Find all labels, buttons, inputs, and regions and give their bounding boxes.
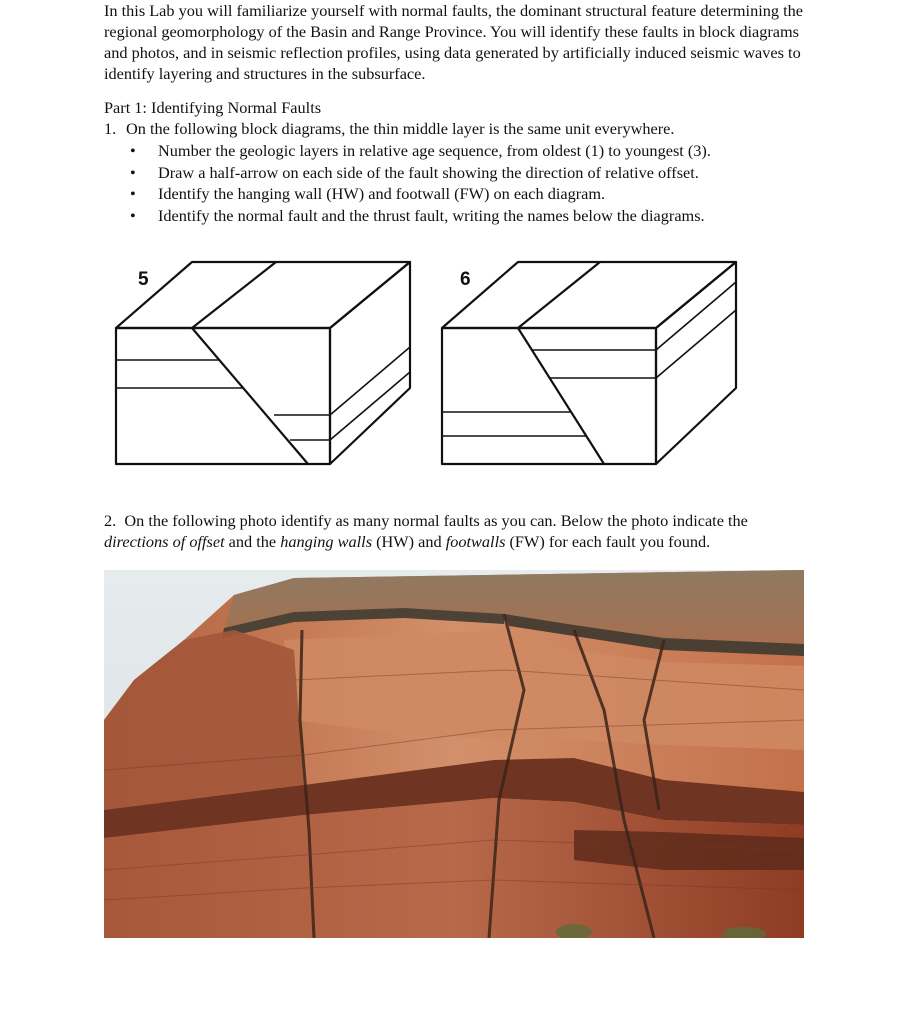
list-item-text: Identify the hanging wall (HW) and footwall (FW) on each diagram. (158, 184, 606, 203)
list-item-text: Draw a half-arrow on each side of the fault showing the direction of relative offset. (158, 162, 699, 182)
question-1-text: On the following block diagrams, the thin middle layer is the same unit everywhere. (126, 119, 675, 138)
diagram-6-label: 6 (460, 269, 471, 290)
emphasis-hanging-walls: hanging walls (280, 532, 373, 551)
intro-paragraph: In this Lab you will familiarize yourself with normal faults, the dominant structural feature determining the regional geomorphology of the Basin and Range Province. You will identify these faults in block diagrams and photos, and in seismic reflection profiles, using data generated by artificially induced seismic waves to identify layering and structures in the subsurface. (104, 1, 803, 83)
block-diagrams (104, 252, 754, 472)
emphasis-footwalls: footwalls (445, 532, 506, 551)
question-1-number: 1. (104, 119, 117, 138)
instruction-list (104, 140, 814, 226)
question-2-text: (FW) for each fault you found. (505, 532, 711, 551)
bullet-icon: • (130, 205, 136, 225)
bullet-icon: • (130, 141, 136, 160)
list-item (104, 183, 814, 205)
rock-outcrop-photo (104, 570, 804, 938)
question-2-text: On the following photo identify as many normal faults as you can. Below the photo indicate the (124, 511, 748, 530)
question-2-number: 2. (104, 511, 117, 530)
list-item-text: Identify the normal fault and the thrust fault, writing the names below the diagrams. (158, 205, 705, 225)
block-diagram-6 (442, 262, 736, 464)
question-2 (104, 510, 814, 552)
question-2-text: (HW) and (372, 532, 446, 551)
diagram-5-label: 5 (138, 269, 149, 290)
list-item (104, 162, 814, 184)
question-2-text: and the (224, 532, 281, 551)
list-item (104, 205, 814, 227)
document-page (104, 0, 814, 226)
part1-title: Part 1: Identifying Normal Faults (104, 98, 322, 117)
emphasis-offset: directions of offset (104, 532, 225, 551)
question-1 (104, 118, 814, 139)
bullet-icon: • (130, 162, 136, 182)
list-item (104, 140, 814, 162)
bullet-icon: • (130, 184, 136, 203)
list-item-text: Number the geologic layers in relative age sequence, from oldest (1) to youngest (3). (158, 141, 711, 160)
block-diagram-5 (116, 262, 410, 464)
